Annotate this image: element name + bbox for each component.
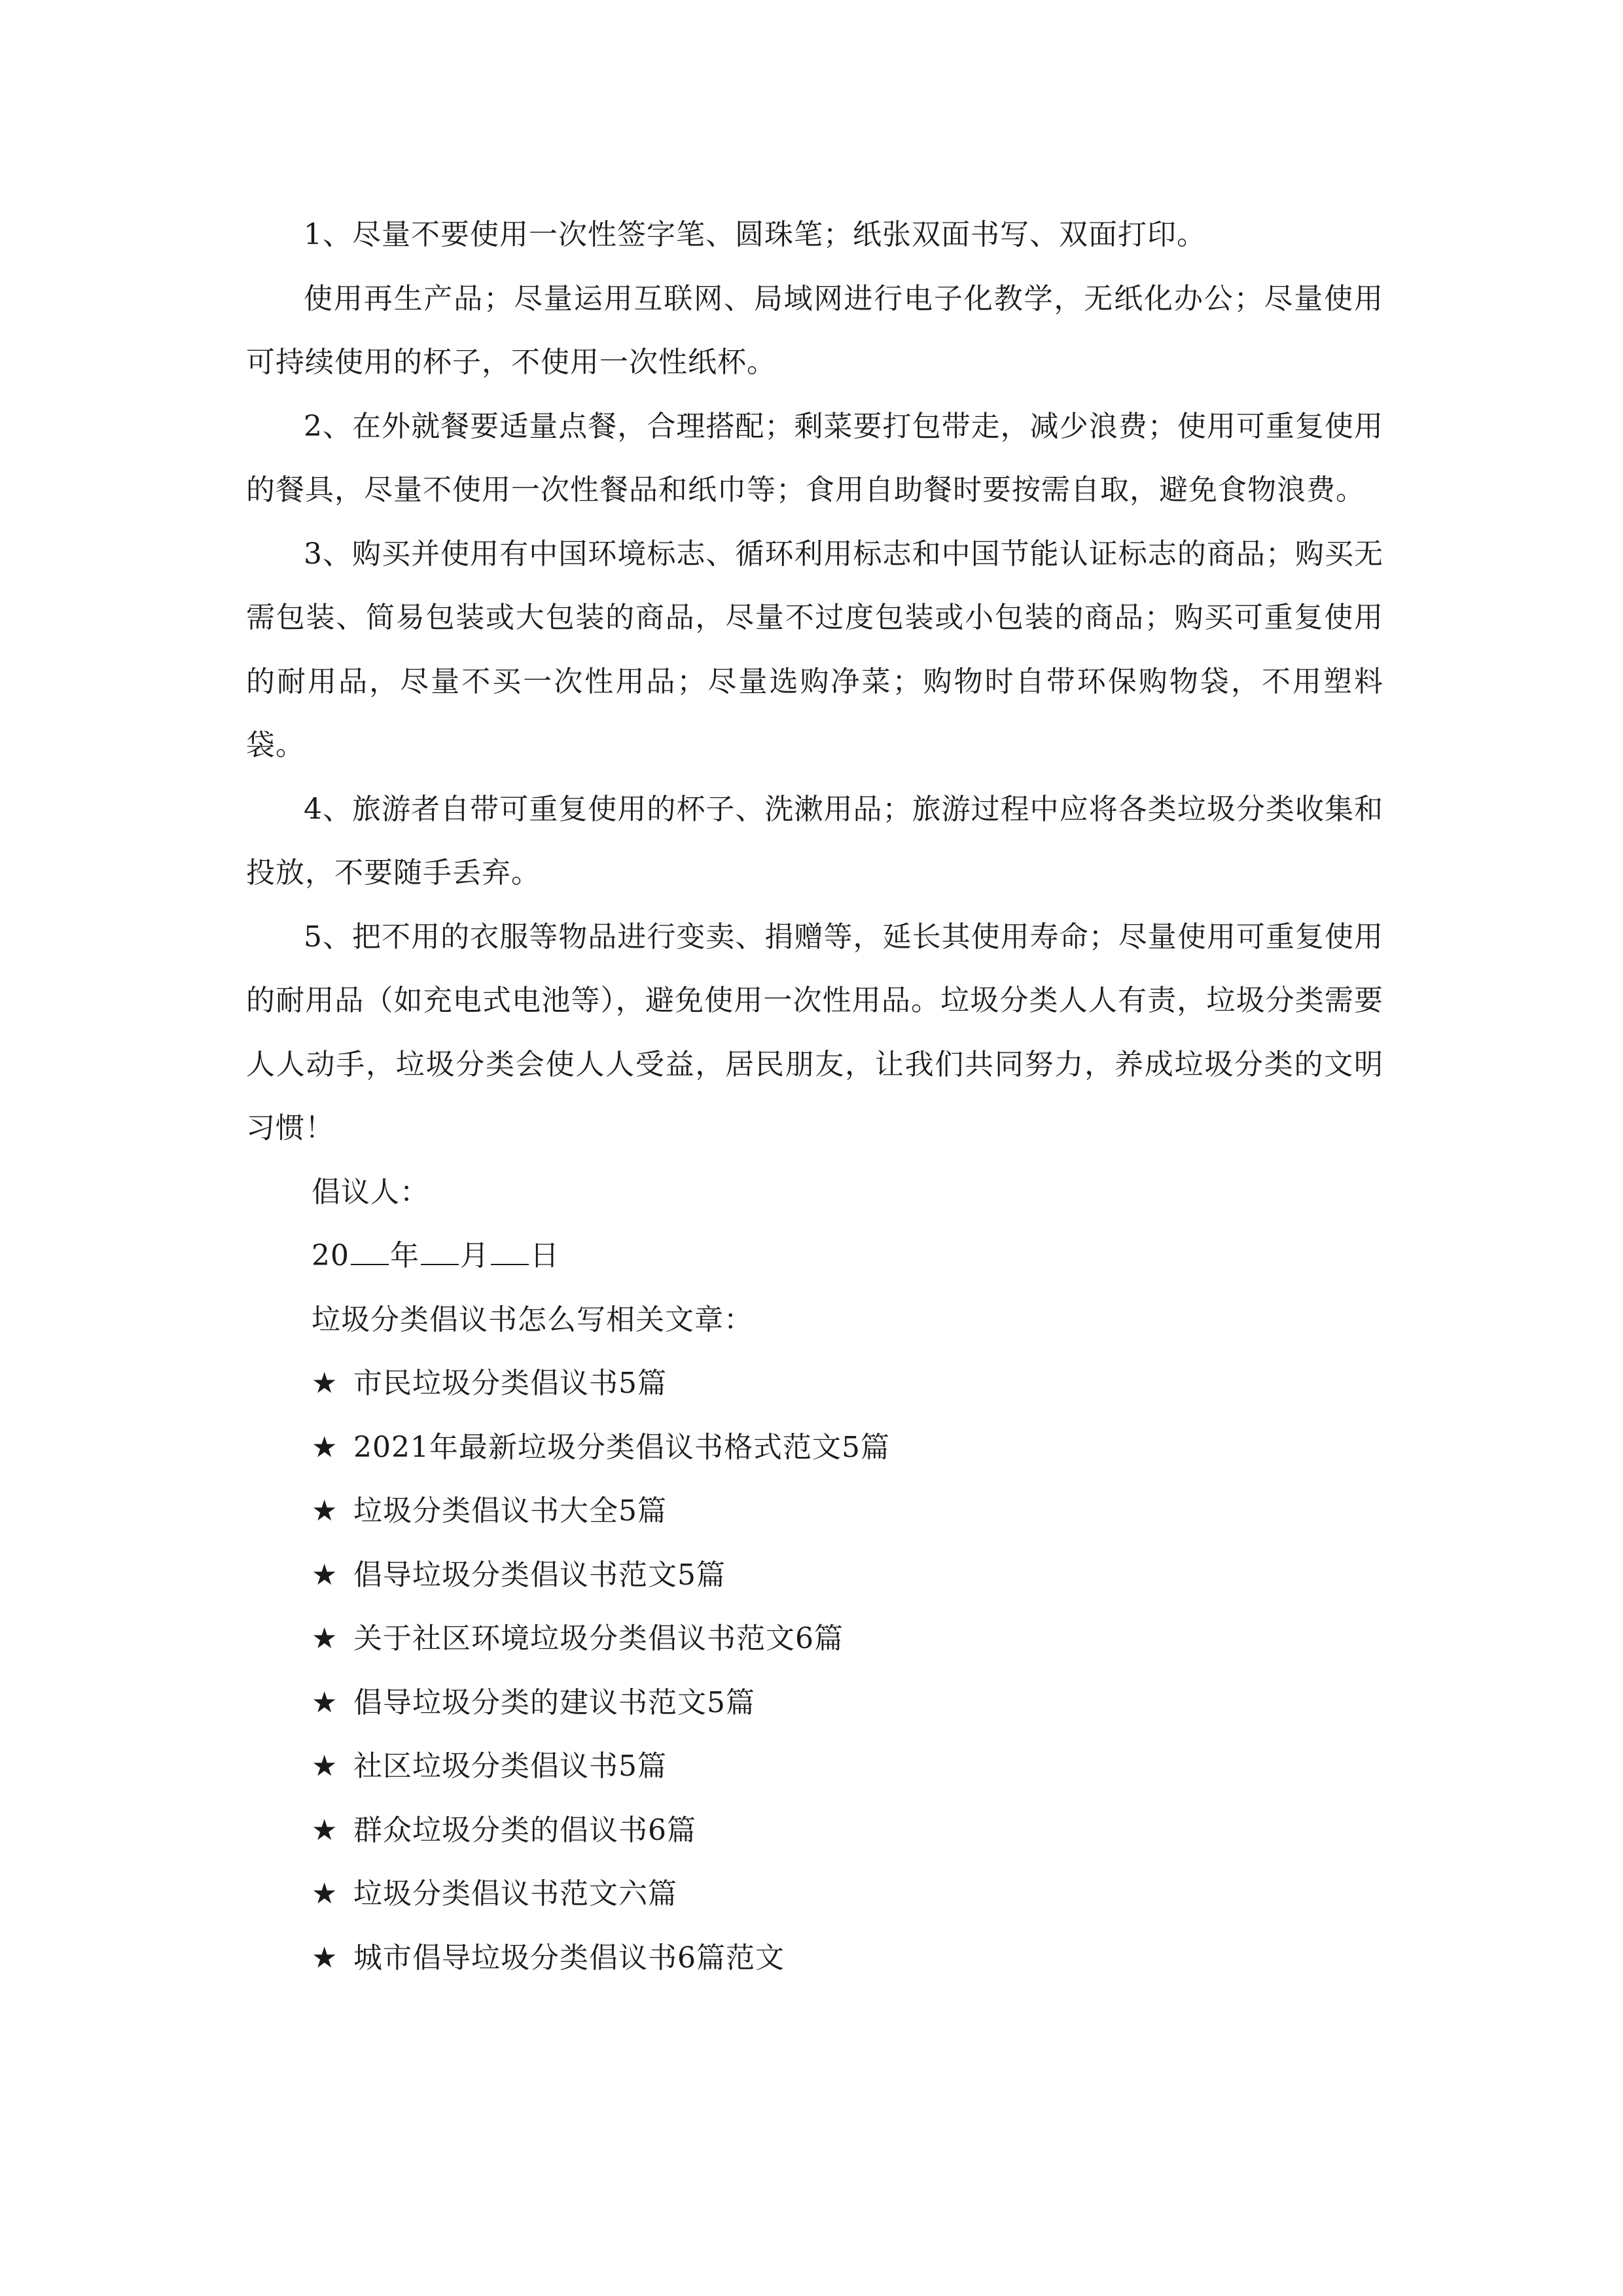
proposer-line: 倡议人： (312, 1175, 429, 1209)
star-icon: ★ (312, 1367, 338, 1400)
day-blank (491, 1240, 529, 1265)
related-heading: 垃圾分类倡议书怎么写相关文章： (312, 1302, 753, 1336)
related-item[interactable] (246, 1862, 1383, 1926)
related-item[interactable] (246, 1926, 1383, 1990)
related-item[interactable] (246, 1352, 1383, 1416)
related-item[interactable] (246, 1607, 1383, 1671)
related-item-label[interactable]: 垃圾分类倡议书范文六篇 (353, 1877, 677, 1910)
star-icon: ★ (312, 1622, 338, 1655)
related-item[interactable] (246, 1416, 1383, 1480)
paragraph-3: 2、在外就餐要适量点餐，合理搭配；剩菜要打包带走，减少浪费；使用可重复使用的餐具，尽量不使用一次性餐品和纸巾等；食用自助餐时要按需自取，避免食物浪费。 (246, 409, 1383, 507)
related-item[interactable] (246, 1543, 1383, 1607)
star-icon: ★ (312, 1813, 338, 1847)
paragraph-2: 使用再生产品；尽量运用互联网、局域网进行电子化教学，无纸化办公；尽量使用可持续使用的杯子，不使用一次性纸杯。 (246, 281, 1383, 379)
year-blank (351, 1240, 389, 1265)
month-blank (421, 1240, 459, 1265)
star-icon: ★ (312, 1877, 338, 1910)
related-item[interactable] (246, 1799, 1383, 1863)
related-item[interactable] (246, 1671, 1383, 1735)
related-item-label[interactable]: 倡导垃圾分类的建议书范文5篇 (353, 1685, 755, 1719)
paragraph-1: 1、尽量不要使用一次性签字笔、圆珠笔；纸张双面书写、双面打印。 (304, 218, 1206, 251)
date-year-label: 年 (390, 1239, 419, 1272)
document-body (246, 203, 1383, 1990)
date-day-label: 日 (530, 1239, 560, 1272)
related-item-label[interactable]: 关于社区环境垃圾分类倡议书范文6篇 (353, 1622, 844, 1655)
related-item-label[interactable]: 市民垃圾分类倡议书5篇 (353, 1367, 667, 1400)
related-item[interactable] (246, 1479, 1383, 1543)
star-icon: ★ (312, 1558, 338, 1592)
related-item-label[interactable]: 2021年最新垃圾分类倡议书格式范文5篇 (353, 1430, 890, 1464)
date-line (246, 1224, 1383, 1288)
star-icon: ★ (312, 1941, 338, 1975)
date-prefix: 20 (312, 1239, 349, 1272)
related-item-label[interactable]: 城市倡导垃圾分类倡议书6篇范文 (353, 1941, 785, 1975)
star-icon: ★ (312, 1430, 338, 1464)
related-item[interactable] (246, 1734, 1383, 1799)
related-item-label[interactable]: 群众垃圾分类的倡议书6篇 (353, 1813, 696, 1847)
paragraph-6: 5、把不用的衣服等物品进行变卖、捐赠等，延长其使用寿命；尽量使用可重复使用的耐用品（如充电式电池等），避免使用一次性用品。垃圾分类人人有责，垃圾分类需要人人动手，垃圾分类会使人人受益，居民朋友，让我们共同努力，养成垃圾分类的文明习惯！ (246, 920, 1383, 1145)
date-month-label: 月 (460, 1239, 490, 1272)
star-icon: ★ (312, 1685, 338, 1719)
paragraph-5: 4、旅游者自带可重复使用的杯子、洗漱用品；旅游过程中应将各类垃圾分类收集和投放，不要随手丢弃。 (246, 792, 1383, 889)
related-list (246, 1352, 1383, 1990)
paragraph-4: 3、购买并使用有中国环境标志、循环利用标志和中国节能认证标志的商品；购买无需包装、简易包装或大包装的商品，尽量不过度包装或小包装的商品；购买可重复使用的耐用品，尽量不买一次性用品；尽量选购净菜；购物时自带环保购物袋，不用塑料袋。 (246, 537, 1383, 762)
star-icon: ★ (312, 1749, 338, 1783)
star-icon: ★ (312, 1494, 338, 1528)
related-item-label[interactable]: 垃圾分类倡议书大全5篇 (353, 1494, 667, 1528)
related-item-label[interactable]: 倡导垃圾分类倡议书范文5篇 (353, 1558, 726, 1592)
related-item-label[interactable]: 社区垃圾分类倡议书5篇 (353, 1749, 667, 1783)
